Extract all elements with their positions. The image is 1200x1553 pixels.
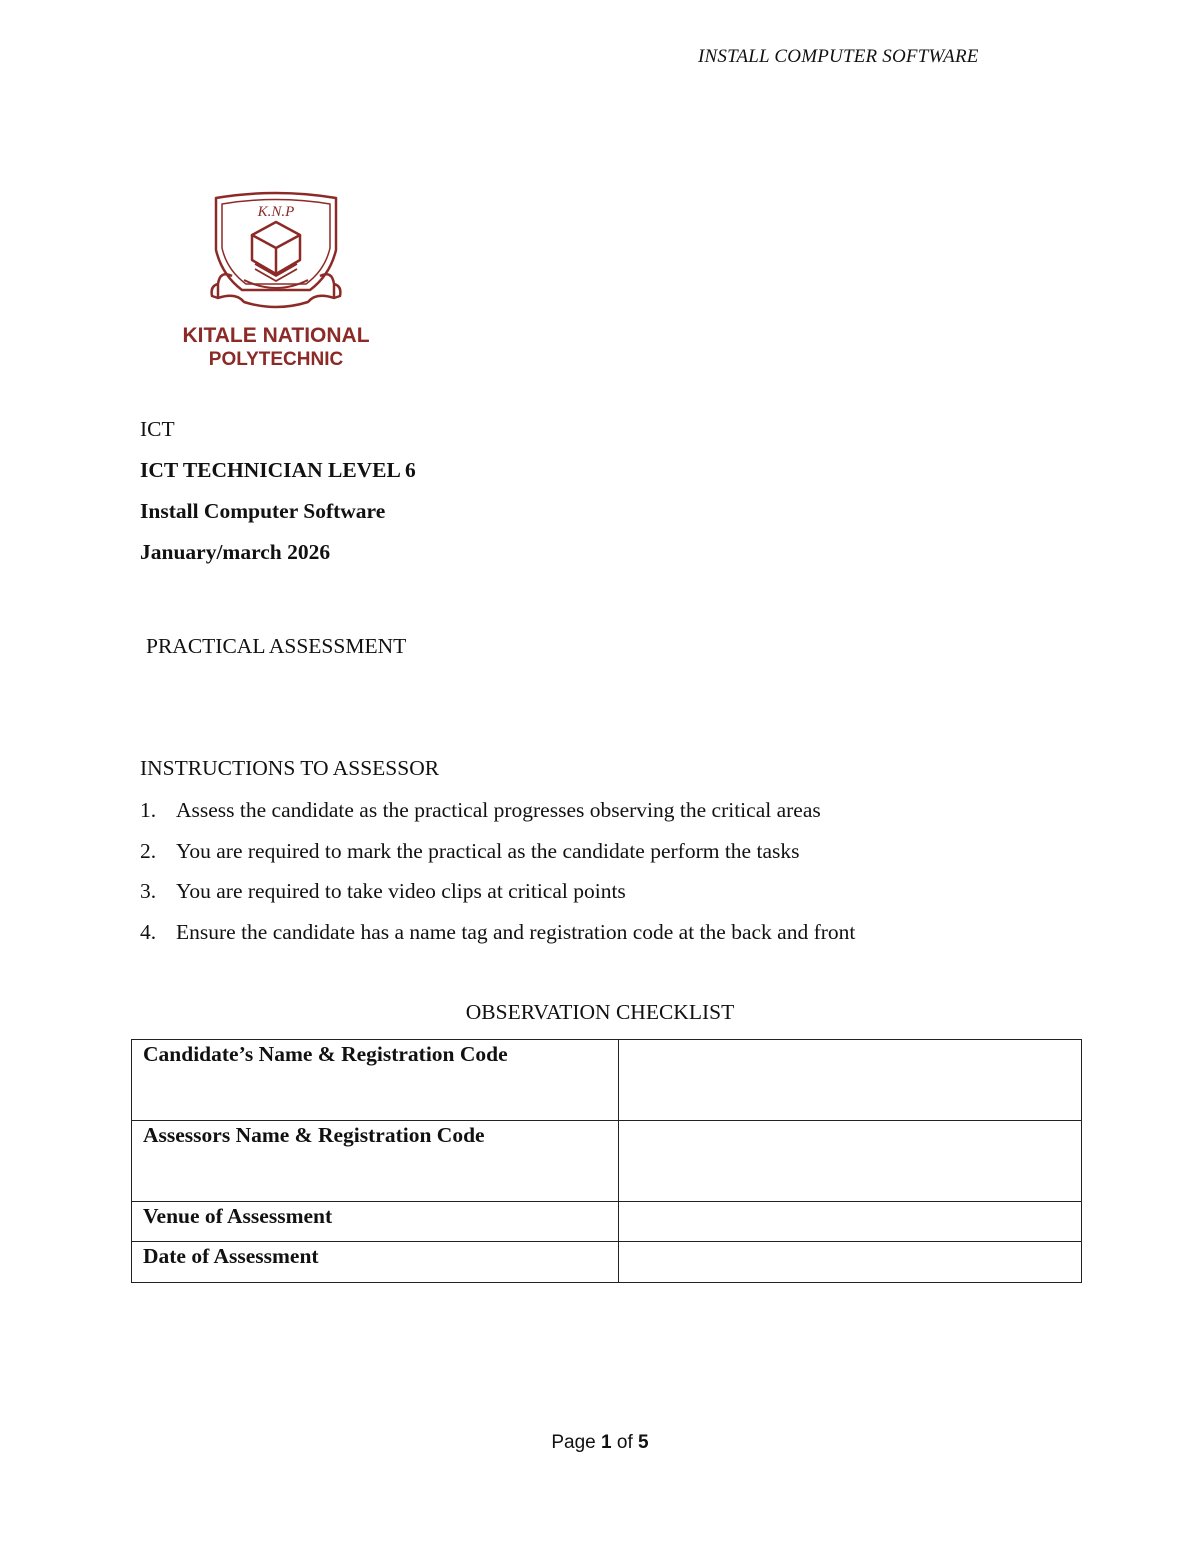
unit-title: Install Computer Software	[140, 499, 386, 523]
of-word: of	[616, 1432, 633, 1453]
crest-icon	[140, 180, 410, 395]
table-row	[132, 1121, 1082, 1202]
list-item: 3. You are required to take video clips at critical points	[140, 879, 626, 903]
list-item: 1. Assess the candidate as the practical progresses observing the critical areas	[140, 798, 821, 822]
table-row	[132, 1040, 1082, 1121]
crest-initials: K.N.P	[257, 204, 295, 220]
logo-name-line2: POLYTECHNIC	[208, 349, 344, 370]
department: ICT	[140, 417, 175, 441]
running-header: INSTALL COMPUTER SOFTWARE	[698, 46, 979, 67]
assessment-period: January/march 2026	[140, 540, 331, 564]
table-row	[132, 1242, 1082, 1283]
list-item: 2. You are required to mark the practical as the candidate perform the tasks	[140, 838, 800, 863]
checklist-title: OBSERVATION CHECKLIST	[465, 1000, 735, 1024]
row-label: Assessors Name & Registration Code	[132, 1121, 619, 1202]
row-label: Venue of Assessment	[132, 1202, 619, 1242]
page-word: Page	[551, 1432, 596, 1453]
page-footer	[0, 1432, 1200, 1454]
course-title: ICT TECHNICIAN LEVEL 6	[140, 458, 416, 482]
row-label: Candidate’s Name & Registration Code	[132, 1040, 619, 1121]
institution-logo	[140, 180, 410, 395]
date-field[interactable]	[619, 1242, 1082, 1283]
instructions-heading: INSTRUCTIONS TO ASSESSOR	[140, 756, 440, 780]
row-label: Date of Assessment	[132, 1242, 619, 1283]
candidate-field[interactable]	[619, 1040, 1082, 1121]
observation-checklist-table	[131, 1039, 1082, 1283]
list-item: 4. Ensure the candidate has a name tag and registration code at the back and front	[140, 919, 856, 944]
current-page: 1	[601, 1432, 612, 1453]
table-row	[132, 1202, 1082, 1242]
logo-name-line1: KITALE NATIONAL	[182, 324, 370, 347]
assessment-type: PRACTICAL ASSESSMENT	[146, 634, 407, 658]
venue-field[interactable]	[619, 1202, 1082, 1242]
assessor-field[interactable]	[619, 1121, 1082, 1202]
instructions-list	[140, 796, 855, 958]
total-pages: 5	[638, 1432, 649, 1453]
